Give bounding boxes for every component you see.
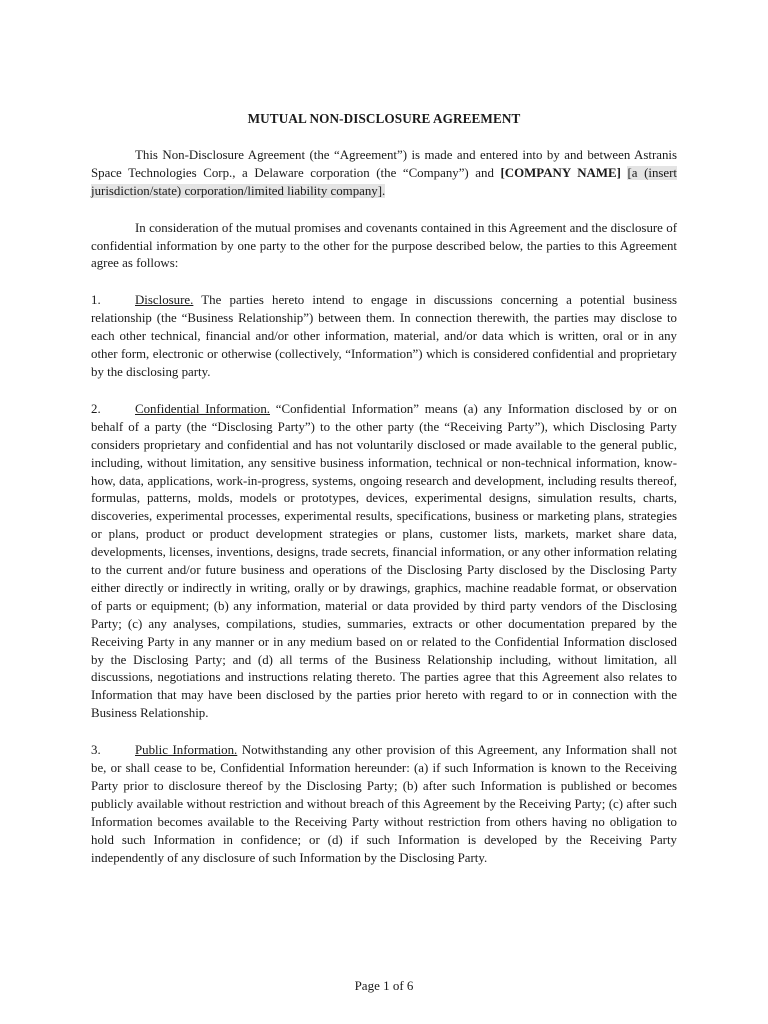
section-confidential-information xyxy=(91,401,677,723)
section-body: Notwithstanding any other provision of this Agreement, any Information shall not be, or shall cease to be, Confidential Information hereunder: (a) if such Information is known to the Receiving Party prior to disclosure thereof by the Disclosing Party; (b) after such Information is published or becomes publicly available without restriction and without breach of this Agreement by the Receiving Party; (c) after such Information becomes available to the Receiving Party without restriction from others having no obligation to hold such Information in confidence; or (d) if such Information is developed by the Receiving Party independently of any disclosure of such Information by the Disclosing Party. xyxy=(91,743,677,865)
section-body: The parties hereto intend to engage in discussions concerning a potential business relationship (the “Business Relationship”) between them. In connection therewith, the parties may disclose to each other technical, financial and/or other information, material, and/or data which is written, oral or in any other form, electronic or otherwise (collectively, “Information”) which is considered confidential and proprietary by the disclosing party. xyxy=(91,293,677,379)
section-body: “Confidential Information” means (a) any Information disclosed by or on behalf of a party (the “Disclosing Party”) to the other party (the “Receiving Party”), which Disclosing Party considers proprietary and confidential and has not voluntarily disclosed or made available to the general public, including, without limitation, any sensitive business information, technical or non-technical information, know-how, data, applications, work-in-progress, systems, ongoing research and development, including results thereof, formulas, patterns, molds, models or prototypes, devices, experimental designs, simulation results, charts, discoveries, experimental processes, experimental results, specifications, business or marketing plans, strategies or plans, product or product development strategies or plans, customer lists, markets, market share data, developments, licenses, inventions, designs, trade secrets, financial information, or any other information relating to the current and/or future business and operations of the Disclosing Party disclosed by the Disclosing Party either directly or indirectly in writing, orally or by drawings, graphics, machine readable format, or observation of parts or equipment; (b) any information, material or data provided by third party vendors of the Disclosing Party; (c) any analyses, compilations, studies, summaries, extracts or other documentation prepared by the Receiving Party in any manner or in any medium based on or related to the Confidential Information disclosed by the Disclosing Party; and (d) all terms of the Business Relationship including, without limitation, all discussions, negotiations and instructions relating thereto. The parties agree that this Agreement also relates to Information that may have been disclosed by the parties prior hereto with regard to or in connection with the Business Relationship. xyxy=(91,401,677,721)
section-heading: Confidential Information. xyxy=(135,401,270,416)
document-body xyxy=(91,110,677,887)
document-title: MUTUAL NON-DISCLOSURE AGREEMENT xyxy=(247,111,521,126)
intro-text-3: . xyxy=(382,183,386,198)
section-heading: Disclosure. xyxy=(135,293,194,308)
section-public-information xyxy=(91,742,677,867)
intro-paragraph xyxy=(91,147,677,201)
company-name-placeholder: [COMPANY NAME] xyxy=(500,165,621,180)
consideration-paragraph: In consideration of the mutual promises and covenants contained in this Agreement and the disclosure of confidential information by one party to the other for the purpose described below, the parties to this Agreement agree as follows: xyxy=(91,220,677,271)
jurisdiction-placeholder: [a (insert jurisdiction/state) corporation/limited liability company] xyxy=(91,165,678,198)
page-number: Page 1 of 6 xyxy=(354,978,414,993)
section-number: 2. xyxy=(91,401,101,416)
section-number: 1. xyxy=(91,293,101,308)
section-heading: Public Information. xyxy=(135,743,238,758)
intro-text-1: This Non-Disclosure Agreement (the “Agreement”) is made and entered into by and between Astranis Space Technologies Corp., a Delaware corporation (the “Company”) and xyxy=(91,147,677,180)
section-disclosure xyxy=(91,292,677,382)
section-number: 3. xyxy=(91,743,101,758)
